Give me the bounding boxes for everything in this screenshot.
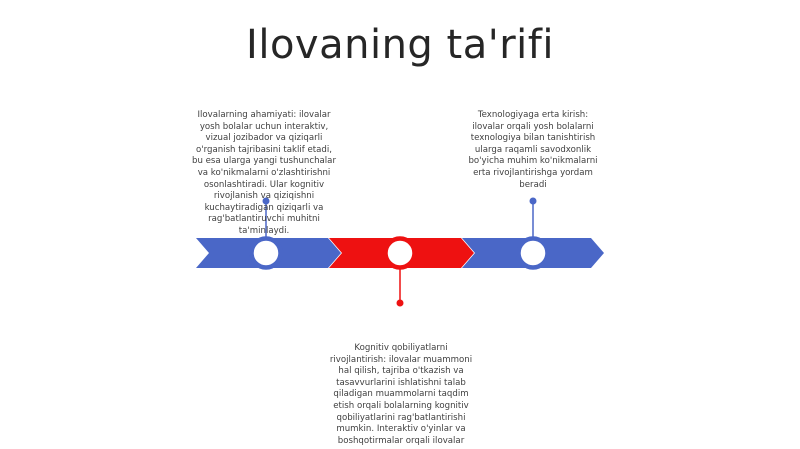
milestone-ring-1 (252, 239, 281, 268)
connector-dot-3 (530, 198, 537, 205)
slide-title: Ilovaning ta'rifi (246, 22, 554, 68)
milestone-text-3: Texnologiyaga erta kirish: ilovalar orqali yosh bolalarni texnologiya bilan tanishtirish ularga raqamli savodxonlik bo'yicha muhim ko'nikmalarni erta rivojlantirishga yordam beradi (468, 110, 598, 190)
milestone-ring-2 (386, 239, 415, 268)
milestone-text-2: Kognitiv qobiliyatlarni rivojlantirish: ilovalar muammoni hal qilish, tajriba o'tkazish va tasavvurlarini ishlatishni talab qiladigan muammolarni taqdim etish orqali bolalarning kognitiv qobiliyatlarini rag'batlantirishi mumkin. Interaktiv o'yinlar va boshqotirmalar orqali ilovalar (329, 343, 473, 446)
connector-dot-2 (397, 300, 404, 307)
milestone-text-1: Ilovalarning ahamiyati: ilovalar yosh bolalar uchun interaktiv, vizual jozibador va qiziqarli o'rganish tajribasini taklif etadi, bu esa ularga yangi tushunchalar va ko'nikmalarni o'zlashtirishni osonlashtiradi. Ular kognitiv rivojlanish va qiziqishni kuchaytiradigan qiziqarli va rag'batlantiruvchi muhitni ta'minlaydi. (192, 110, 336, 236)
milestone-ring-3 (519, 239, 548, 268)
